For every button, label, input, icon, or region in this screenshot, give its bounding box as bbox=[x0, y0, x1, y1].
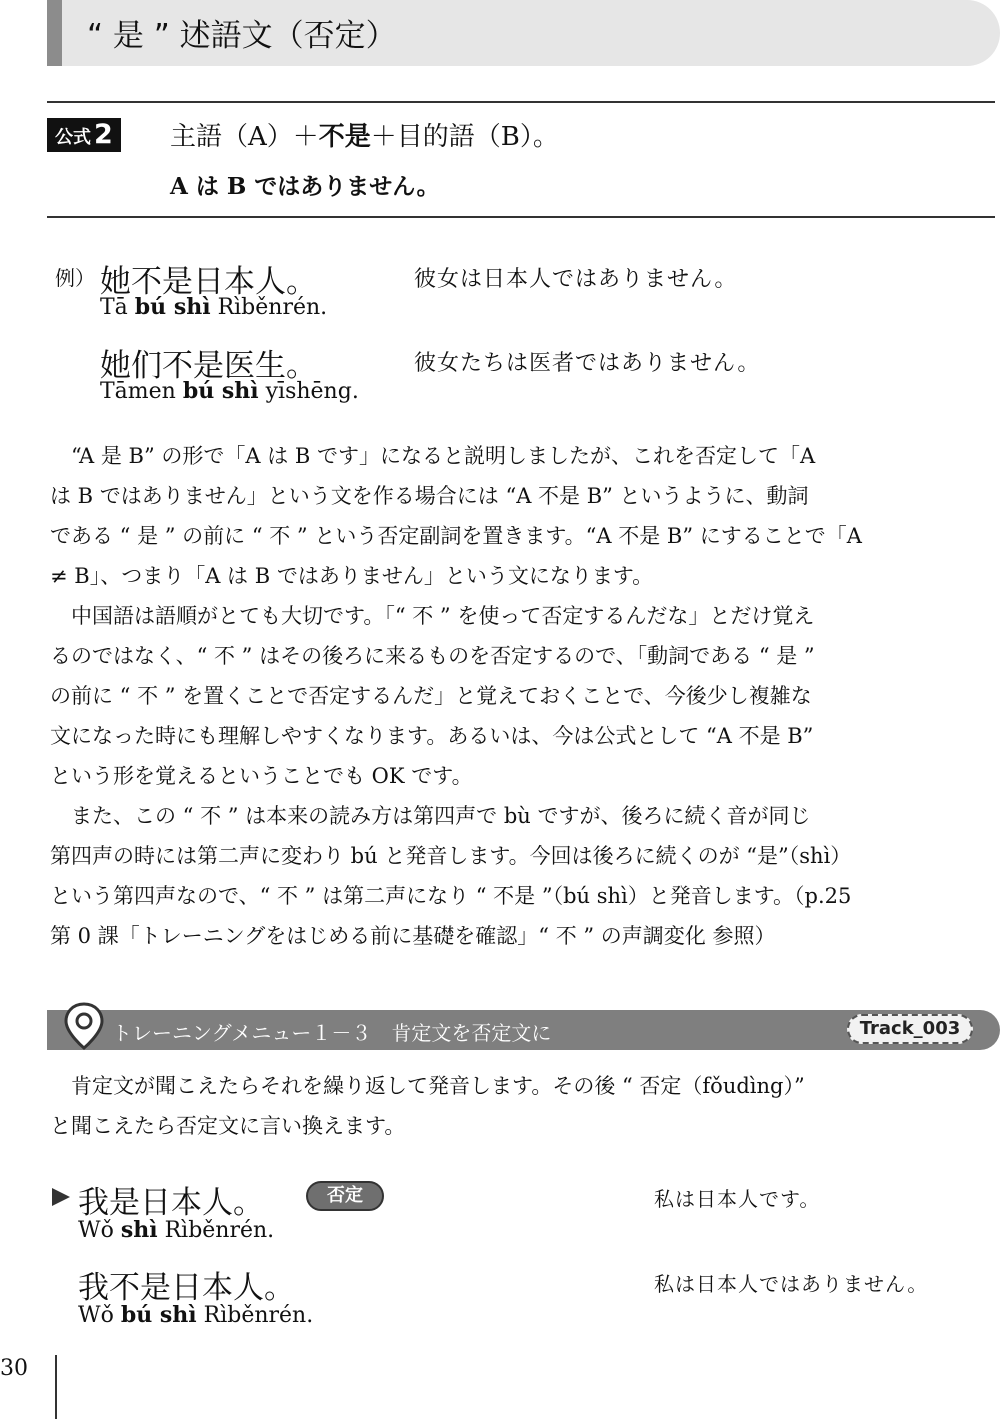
formula-bottom-rule bbox=[47, 216, 995, 218]
body-line: “A 是 B” の形で「A は B です」になると説明しましたが、これを否定して「A bbox=[50, 444, 816, 468]
example-japanese: 彼女は日本人ではありません。 bbox=[414, 267, 738, 292]
page-number: 30 bbox=[0, 1356, 28, 1381]
body-line: 文になった時にも理解しやすくなります。あるいは、今は公式として “A 不是 B” bbox=[50, 724, 814, 748]
body-line: るのではなく、“ 不 ” はその後ろに来るものを否定するので、「動詞である “ 是 ” bbox=[50, 644, 815, 668]
section-title: “ 是 ” 述語文（否定） bbox=[87, 18, 397, 54]
drill-japanese: 私は日本人ではありません。 bbox=[654, 1272, 929, 1296]
formula-badge-number: 2 bbox=[94, 119, 113, 150]
drill-pinyin: Wǒ shì Rìběnrén. bbox=[78, 1217, 275, 1243]
body-line: という第四声なので、“ 不 ” は第二声になり “ 不是 ”（bú shì）と発音します。（p.25 bbox=[50, 884, 852, 908]
title-accent-stripe bbox=[47, 0, 62, 66]
body-line: は B ではありません」という文を作る場合には “A 不是 B” というように、動詞 bbox=[50, 484, 809, 508]
example-japanese: 彼女たちは医者ではありません。 bbox=[414, 351, 761, 376]
formula-badge-label: 公式 bbox=[55, 127, 91, 148]
example-pinyin: Tā bú shì Rìběnrén. bbox=[100, 294, 328, 320]
example-chinese: 她不是日本人。 bbox=[100, 264, 317, 300]
example-label: 例） bbox=[55, 266, 95, 290]
formula-top-rule bbox=[47, 101, 995, 103]
example-chinese: 她们不是医生。 bbox=[100, 348, 317, 384]
body-line: の前に “ 不 ” を置くことで否定するんだ」と覚えておくことで、今後少し複雑な bbox=[50, 684, 812, 708]
body-line: である “ 是 ” の前に “ 不 ” という否定副詞を置きます。“A 不是 B” にすることで「A bbox=[50, 524, 862, 548]
triangle-right-icon bbox=[50, 1186, 72, 1208]
body-line: という形を覚えるということでも OK です。 bbox=[50, 764, 473, 788]
instruction-line: と聞こえたら否定文に言い換えます。 bbox=[50, 1114, 406, 1138]
drill-pinyin: Wǒ bú shì Rìběnrén. bbox=[78, 1302, 314, 1328]
formula-pre: 主語（A）＋ bbox=[170, 122, 319, 152]
formula-pattern bbox=[170, 116, 559, 153]
formula-meaning: A は B ではありません。 bbox=[170, 173, 440, 200]
body-line: ≠ B」、つまり「A は B ではありません」という文になります。 bbox=[50, 564, 654, 588]
body-line: 第 0 課「トレーニングをはじめる前に基礎を確認」“ 不 ” の声調変化 参照） bbox=[50, 924, 776, 948]
instruction-line: 肯定文が聞こえたらそれを繰り返して発音します。その後 “ 否定（fǒudìng）” bbox=[50, 1074, 805, 1098]
drill-chinese: 我不是日本人。 bbox=[78, 1270, 295, 1306]
formula-post: ＋目的語（B）。 bbox=[370, 122, 559, 152]
body-line: また、この “ 不 ” は本来の読み方は第四声で bù ですが、後ろに続く音が同じ bbox=[50, 804, 811, 828]
negate-badge: 否定 bbox=[306, 1181, 384, 1211]
track-badge: Track_003 bbox=[847, 1014, 973, 1044]
formula-keyword: 不是 bbox=[318, 122, 371, 152]
page-margin-rule bbox=[55, 1355, 57, 1419]
body-line: 第四声の時には第二声に変わり bú と発音します。今回は後ろに続くのが “是”（shì） bbox=[50, 844, 852, 868]
body-line: 中国語は語順がとても大切です。「“ 不 ” を使って否定するんだな」とだけ覚え bbox=[50, 604, 815, 628]
drill-chinese: 我是日本人。 bbox=[78, 1185, 264, 1221]
example-pinyin: Tāmen bú shì yīshēng. bbox=[100, 378, 359, 404]
section-title-bar bbox=[47, 0, 1000, 66]
drill-japanese: 私は日本人です。 bbox=[654, 1187, 821, 1211]
formula-badge bbox=[47, 118, 121, 152]
training-menu-title: トレーニングメニュー１－３ 肯定文を否定文に bbox=[112, 1021, 552, 1045]
location-pin-icon bbox=[60, 1000, 108, 1052]
